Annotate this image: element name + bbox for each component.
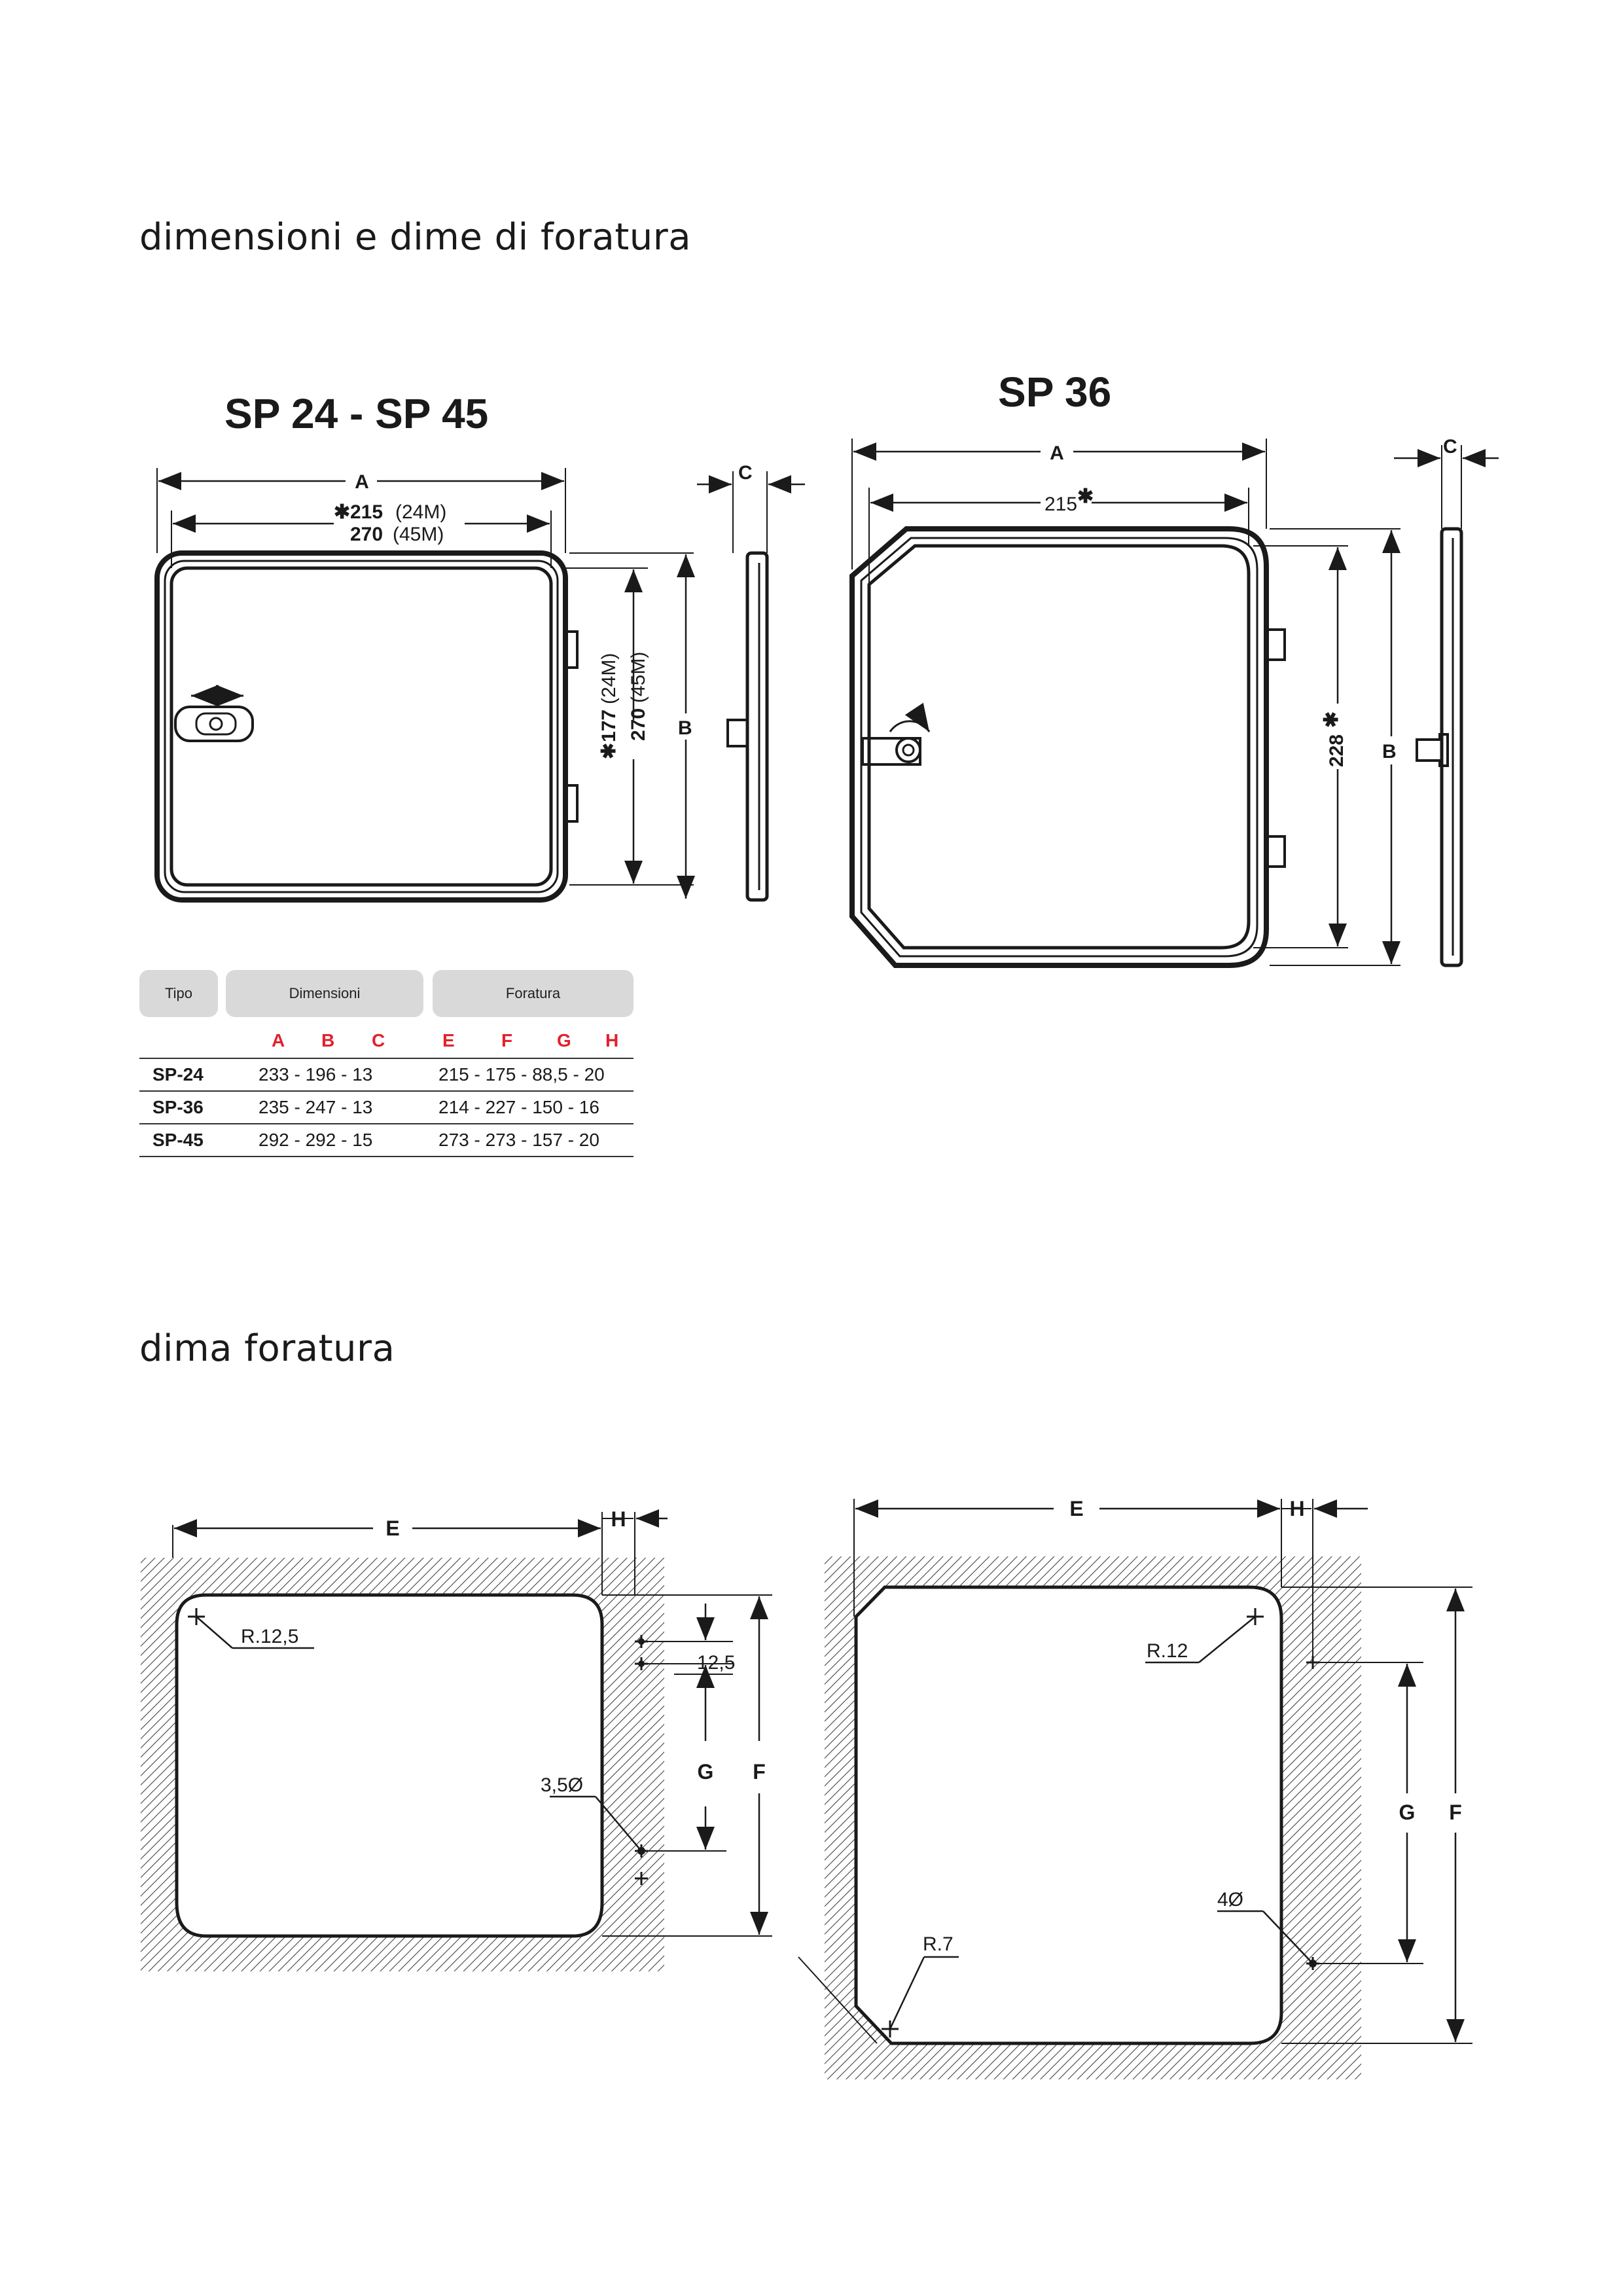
table-row: [139, 1059, 633, 1092]
table-row: [139, 1124, 633, 1157]
model-title-sp36: SP 36: [998, 368, 1112, 416]
table-letter-b: B: [321, 1030, 335, 1050]
dimensions-heading: dimensioni e dime di foratura: [139, 216, 692, 259]
template-left-label-radius: R.12,5: [241, 1626, 299, 1647]
sp24-dim-177: 177: [598, 709, 620, 742]
sp24-dim-270v: 270: [628, 708, 649, 741]
sp36-dimensions: [852, 439, 1400, 965]
template-right-label-e: E: [1069, 1497, 1084, 1520]
table-letter-g: G: [557, 1030, 571, 1050]
sp24-side-view: [697, 471, 805, 900]
template-right-label-f: F: [1449, 1801, 1462, 1824]
table-cell-tipo: SP-24: [152, 1064, 204, 1085]
sp36-dim-228: 228: [1326, 734, 1347, 767]
table-letter-h: H: [605, 1030, 619, 1050]
template-left-label-e: E: [385, 1516, 400, 1540]
table-cell-tipo: SP-45: [152, 1130, 204, 1150]
table-cell-foratura: 215 - 175 - 88,5 - 20: [438, 1064, 605, 1085]
sp24-star-177: ✱: [598, 742, 620, 759]
sp36-front-view: [852, 529, 1285, 965]
sp24-label-b: B: [678, 717, 692, 739]
table-row: [139, 1092, 633, 1124]
sp24-dim-270-note: (45M): [393, 524, 444, 545]
table-cell-foratura: 214 - 227 - 150 - 16: [438, 1097, 599, 1117]
sp24-label-c: C: [738, 462, 753, 484]
table-letter-c: C: [372, 1030, 385, 1050]
table-letter-f: F: [501, 1030, 513, 1050]
sp24-dim-270: 270: [350, 524, 383, 545]
sp24-dim-270v-note: (45M): [628, 651, 649, 703]
model-title-sp24-sp45: SP 24 - SP 45: [224, 390, 489, 437]
sp24-dim-177-note: (24M): [598, 653, 620, 704]
template-right-label-r7: R.7: [923, 1933, 954, 1955]
table-letter-a: A: [272, 1030, 285, 1050]
template-left-label-g: G: [697, 1760, 714, 1784]
table-letter-e: E: [442, 1030, 455, 1050]
sp36-star-228: ✱: [1321, 711, 1342, 728]
table-letter-row: [139, 1030, 633, 1056]
template-right-label-h: H: [1289, 1497, 1305, 1520]
template-left-label-125: 12,5: [697, 1652, 736, 1674]
sp36-side-view: [1394, 445, 1499, 965]
sp36-star-215: ✱: [1077, 486, 1094, 507]
template-left-label-h: H: [611, 1507, 626, 1531]
table-cell-dimensioni: 292 - 292 - 15: [259, 1130, 373, 1150]
sp36-label-b: B: [1382, 741, 1397, 762]
table-cell-dimensioni: 233 - 196 - 13: [259, 1064, 373, 1085]
table-header-dimensioni: Dimensioni: [226, 970, 423, 1017]
template-right-label-g: G: [1399, 1801, 1416, 1824]
template-left-label-f: F: [753, 1760, 766, 1784]
sp24-dim-215: 215: [350, 501, 383, 523]
template-left-label-hole: 3,5Ø: [541, 1774, 584, 1796]
sp24-label-a: A: [355, 471, 369, 493]
template-left: [141, 1512, 772, 1971]
table-header-foratura: Foratura: [433, 970, 633, 1017]
sp24-dim-215-note: (24M): [395, 501, 447, 523]
sp36-label-a: A: [1050, 442, 1064, 464]
template-right: [798, 1499, 1472, 2079]
sp36-label-c: C: [1443, 436, 1457, 457]
sp24-star-215: ✱: [334, 501, 351, 523]
template-heading: dima foratura: [139, 1327, 395, 1370]
template-right-label-hole: 4Ø: [1217, 1889, 1244, 1910]
sp24-front-view: [157, 553, 577, 900]
sp36-dim-215: 215: [1044, 493, 1078, 515]
template-right-label-r12: R.12: [1147, 1640, 1188, 1662]
table-cell-tipo: SP-36: [152, 1097, 204, 1117]
table-cell-dimensioni: 235 - 247 - 13: [259, 1097, 373, 1117]
table-cell-foratura: 273 - 273 - 157 - 20: [438, 1130, 599, 1150]
table-header-tipo: Tipo: [139, 970, 218, 1017]
